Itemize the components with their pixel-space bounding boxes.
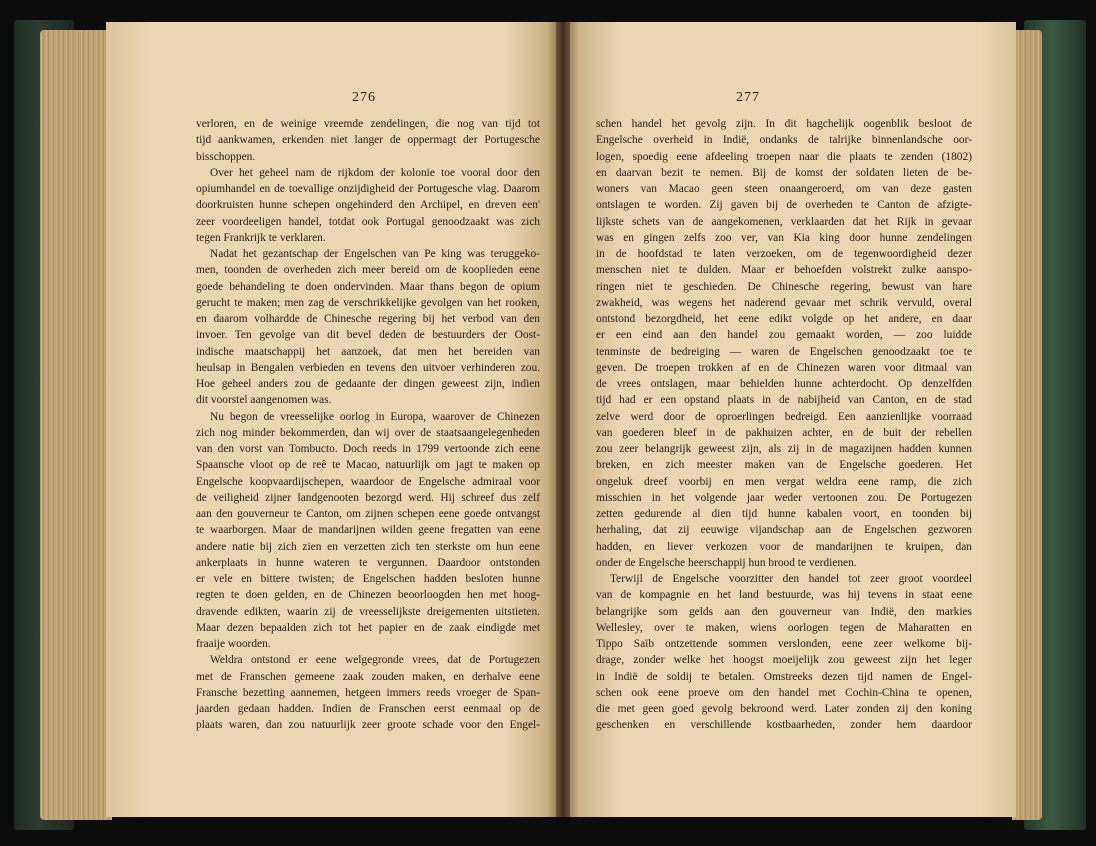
text-line: drage, zonder welke het hoogst moeijelijk zou geweest zijn het leger	[596, 654, 972, 667]
text-line: tijd had er een opstand plaats in de nabijheid van Canton, en de stad	[596, 394, 972, 407]
text-line: misschien in het volgende jaar weder vertoonen zou. De Portugezen	[596, 491, 972, 504]
text-line: Fransche bezetting aannemen, hetgeen immers reeds vroeger de Span-	[196, 686, 540, 699]
text-line: en daarvan bezit te nemen. Bij de komst der soldaten lieten de be-	[596, 166, 972, 179]
text-line: ankerplaats in hunne wateren te vergunnen. Daardoor ontstonden	[196, 556, 540, 569]
text-line: Nu begon de vreesselijke oorlog in Europa, waarover de Chinezen	[210, 410, 540, 423]
text-line: zeer voordeeligen handel, totdat ook Portugal genoodzaakt was zich	[196, 215, 540, 228]
text-line: herhaling, dat zij eeuwige vijandschap aan de Engelschen gezworen	[596, 524, 972, 537]
text-line: van goederen bleef in de pakhuizen achter, en de buit der rebellen	[596, 426, 972, 439]
text-line: dit voorstel aangenomen was.	[196, 394, 332, 407]
text-line: jaarden gedaan hadden. Indien de Franschen eerst eenmaal op de	[196, 703, 540, 715]
text-line: Nadat het gezantschap der Engelschen van Pe king was teruggeko-	[210, 248, 540, 260]
text-line: in de hoofdstad te laten verzoeken, om de tegenwoordigheid dezer	[596, 248, 972, 260]
text-line: de vrees ontslagen, maar behielden hunne achterdocht. Op denzelfden	[596, 378, 972, 390]
text-line: schen handel het gevolg zijn. In dit hagchelijk oogenblik besloot de	[596, 118, 972, 130]
text-line: belangrijke som gelds aan den gouverneur van Indië, den markies	[596, 605, 972, 618]
text-line: bisschoppen.	[196, 150, 256, 163]
text-line: van de kompagnie en het land bestuurde, was hij tevens in staat eene	[596, 589, 972, 602]
text-line: Maar dezen bepaalden zich tot het papier en de zaak eindigde met	[196, 621, 540, 634]
text-line: logen, spoedig eene afdeeling troepen naar die plaats te zenden (1802)	[596, 150, 972, 163]
text-line: opiumhandel en de toevallige onzijdigheid der Portugesche vlag. Daarom	[196, 183, 540, 195]
text-line: dravende edikten, waarin zij de vreesselijkste dreigementen uitstieten.	[196, 605, 540, 618]
text-line: woners van Macao geen steen onaangeroerd, om van deze gasten	[596, 183, 972, 195]
text-line: Weldra ontstond er eene welgegronde vrees, dat de Portugezen	[210, 654, 540, 667]
text-line: ringen niet te geschieden. De Chinesche regering, bewust van hare	[596, 280, 972, 293]
text-line: Tippo Saïb ontzettende sommen verslonden, eene zeer welkome bij-	[596, 638, 972, 650]
text-line: verloren, en de weinige vreemde zendelingen, die nog van tijd tot	[196, 118, 540, 130]
text-line: en daarom volhardde de Chinesche regering bij het verbod van den	[196, 313, 540, 325]
text-line: de veiligheid zijner landgenooten bezorgd werd. Hij schreef dus zelf	[196, 491, 540, 504]
page-edges-right	[1012, 30, 1042, 820]
book-gutter	[556, 22, 570, 817]
text-line: die met geen goed gevolg bekroond werd. Later zonden zij den koning	[596, 703, 972, 715]
left-page	[106, 22, 560, 817]
text-line: geven. De troepen trokken af en de Chinezen waren voor ditmaal van	[596, 361, 972, 374]
text-line: schen ook eene proeve om den handel met Cochin-China te openen,	[596, 686, 972, 699]
right-page	[566, 22, 1016, 817]
text-line: andere natie bij zich zien en verzetten zich ten sterkste om hun eene	[196, 540, 540, 553]
text-line: te waarborgen. Maar de mandarijnen wilden geene fregatten van eene	[196, 524, 540, 537]
text-line: tenminste de bedreiging — waren de Engelschen genoodzaakt toe te	[596, 345, 972, 358]
text-line: regten te doen gelden, en de Chinezen beoorloogden hen met hoog-	[196, 589, 540, 602]
text-line: heulsap in Bengalen verbieden en tevens den uitvoer verhinderen zou.	[196, 361, 540, 374]
text-line: ontslagen te worden. Zij gaven bij de overheden te Canton de afzigte-	[596, 199, 972, 212]
text-line: Hoe geheel anders zou de gedaante der dingen geweest zijn, indien	[196, 378, 540, 390]
text-line: er een eind aan den handel zou gemaakt worden, — zoo luidde	[596, 329, 972, 342]
text-line: was en gingen zelfs zoo ver, van Kia king door hunne zendelingen	[596, 231, 972, 244]
page-number: 277	[736, 90, 760, 105]
text-line: er vele en bittere twisten; de Engelschen hadden besloten hunne	[196, 573, 540, 585]
text-line: tegen Frankrijk te verklaren.	[196, 231, 326, 244]
text-line: goede behandeling te doen ondervinden. Maar thans begon de opium	[196, 280, 540, 293]
text-line: aan den gouverneur te Canton, om zijnen schepen eene goede ontvangst	[196, 508, 540, 520]
text-line: met de Franschen gemeene zaak zouden maken, en derhalve eene	[196, 670, 540, 683]
text-line: zwakheid, was wegens het naderend gevaar met schrik vervuld, overal	[596, 296, 972, 309]
text-line: zou zeer belangrijk geweest zijn, als zij in de magazijnen hadden kunnen	[596, 443, 972, 455]
text-line: hadden, en liever verkozen voor de mandarijnen te kruipen, dan	[596, 540, 972, 553]
text-line: men, toonden de overheden zich meer bereid om de kooplieden eene	[196, 264, 540, 277]
text-line: zetten gedurende al dien tijd hunne kabalen voort, en toonden bij	[596, 508, 972, 520]
text-line: Engelsche koopvaardijschepen, waardoor de Engelsche admiraal voor	[196, 475, 540, 488]
text-line: fraaije woorden.	[196, 638, 271, 650]
text-line: Engelsche overheid in Indië, ondanks de talrijke binnenlandsche oor-	[596, 134, 972, 147]
text-line: ontstond bezorgdheid, het eene edikt volgde op het andere, en daar	[596, 313, 972, 325]
text-line: menschen niet te dulden. Maar er behoefden volstrekt zulke aanspo-	[596, 264, 972, 277]
text-line: zelve werd door de oproerlingen bedreigd. Een aanzienlijke voorraad	[596, 410, 972, 423]
text-line: Spaansche vloot op de reê te Macao, natuurlijk om jagt te maken op	[196, 459, 540, 472]
text-line: doorkruisten hunne schepen ongehinderd den Archipel, en dreven een'	[196, 199, 540, 212]
page-edges-left	[40, 30, 112, 820]
text-line: in Indië de soldij te betalen. Omstreeks dezen tijd namen de Engel-	[596, 670, 972, 683]
text-line: plaats waren, dan zou natuurlijk zeer groote schade voor den Engel-	[196, 719, 540, 732]
body-text	[596, 116, 972, 734]
text-line: Wellesley, over te maken, wiens oorlogen tegen de Maharatten en	[596, 621, 972, 634]
page-number: 276	[352, 90, 376, 105]
text-line: indische maatschappij het aanzoek, dat men het bereiden van	[196, 345, 540, 358]
text-line: gerucht te maken; men zag de verschrikkelijke gevolgen van het rooken,	[196, 296, 540, 309]
text-line: Terwijl de Engelsche voorzitter den handel tot zeer groot voordeel	[610, 573, 972, 585]
text-line: zich nog minder bekommerden, dan wij over de staatsaangelegenheden	[196, 426, 540, 439]
text-line: tijd aankwamen, erkenden niet langer de oppermagt der Portugesche	[196, 134, 540, 147]
text-line: ongeluk dreef voorbij en men vergat weldra eene ramp, die zich	[596, 475, 972, 488]
text-line: lijkste schets van de aangekomenen, verklaarden dat het Rijk in gevaar	[596, 215, 972, 228]
text-line: van den vorst van Tombucto. Doch reeds in 1799 vertoonde zich eene	[196, 443, 540, 455]
text-line: onder de Engelsche heerschappij hun brood te verdienen.	[596, 556, 857, 569]
text-line: Over het geheel nam de rijkdom der kolonie toe vooral door den	[210, 166, 540, 179]
text-line: geschenken en verschillende kostbaarheden, zonder hem daardoor	[596, 719, 972, 732]
text-line: breken, en zich meester maken van de Engelsche goederen. Het	[596, 459, 972, 472]
body-text	[196, 116, 540, 734]
text-line: invoer. Ten gevolge van dit bevel deden de bestuurders der Oost-	[196, 329, 540, 342]
